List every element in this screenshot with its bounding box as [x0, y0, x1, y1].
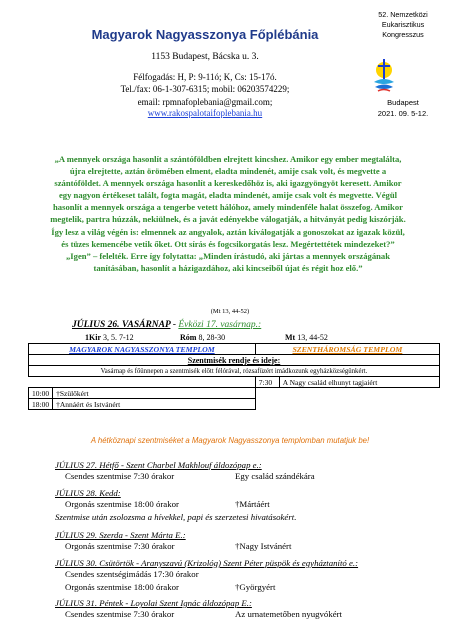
- list-item: [55, 499, 435, 511]
- trinity-mass-intention: A Nagy család elhunyt tagjaiért: [279, 377, 439, 388]
- congress-dates: 2021. 09. 5-12.: [377, 109, 429, 118]
- congress-logo-icon: [372, 56, 396, 94]
- mass-description: Orgonás szentmise 18:00 órakor: [65, 582, 179, 592]
- table-row: [29, 399, 440, 410]
- day-monday: [55, 460, 435, 483]
- day-heading: JÚLIUS 31. Péntek - Loyolai Szent Ignác áldozópap E.:: [55, 598, 252, 608]
- mass-order-title: Szentmisék rendje és ideje:: [29, 355, 440, 366]
- list-item: [55, 512, 435, 524]
- church-2-header: SZENTHÁROMSÁG TEMPLOM: [255, 344, 439, 355]
- mass-intention: †Mártáért: [235, 499, 270, 509]
- day-heading: JÚLIUS 29. Szerda - Szent Márta E.:: [55, 530, 186, 540]
- sunday-feast: Évközi 17. vasárnap.:: [178, 320, 262, 330]
- gospel-reference: (Mt 13, 44-52): [210, 308, 250, 315]
- congress-line-2: Eukarisztikus: [381, 20, 425, 29]
- mass-intention: Az urnatemetőben nyugvókért: [235, 609, 342, 619]
- empty-cell: [255, 399, 439, 410]
- reading-1-ref: 3, 5. 7-12: [101, 333, 134, 342]
- sunday-date: JÚLIUS 26. VASÁRNAP: [72, 320, 171, 330]
- mass-description: Orgonás szentmise 7:30 órakor: [65, 541, 175, 551]
- mass-description: Orgonás szentmise 18:00 órakor: [65, 499, 179, 509]
- weekday-masses-note: A hétköznapi szentmiséket a Magyarok Nagyasszonya templomban mutatjuk be!: [90, 436, 370, 445]
- day-thursday: [55, 558, 435, 594]
- table-row: [29, 366, 440, 377]
- table-header-row: [29, 344, 440, 355]
- day-heading: JÚLIUS 28. Kedd:: [55, 488, 121, 498]
- empty-cell: [255, 388, 439, 399]
- congress-line-3: Kongresszus: [382, 30, 424, 39]
- table-row: [29, 388, 440, 399]
- mass-intention: †Györgyért: [235, 582, 276, 592]
- extra-note: Szentmise után zsolozsma a hívekkel, papi és szerzetesi hivatásokért.: [55, 512, 297, 522]
- list-item: [55, 609, 435, 621]
- mass-description: Csendes szentmise 7:30 órakor: [65, 609, 175, 619]
- table-row: [29, 377, 440, 388]
- church-1-header: MAGYAROK NAGYASSZONYA TEMPLOM: [29, 344, 256, 355]
- congress-caption: [358, 10, 448, 40]
- day-heading: JÚLIUS 30. Csütörtök - Aranyszavú (Krizológ) Szent Péter püspök és egyháztanító e.:: [55, 558, 359, 568]
- bulletin-header: [0, 0, 453, 125]
- list-item: [55, 541, 435, 553]
- mass-description: Csendes szentmise 7:30 órakor: [65, 471, 175, 481]
- church-address: 1153 Budapest, Bácska u. 3.: [151, 52, 259, 62]
- congress-city: Budapest: [387, 98, 419, 107]
- mass-intention: †Szülőkért: [53, 388, 256, 399]
- mass-intention: Egy család szándékára: [235, 471, 315, 481]
- sunday-separator: -: [170, 320, 179, 330]
- reading-1-book: 1Kir: [85, 333, 101, 342]
- mass-description: Csendes szentségimádás 17:30 órakor: [65, 569, 199, 579]
- empty-cell: [29, 377, 256, 388]
- reading-2: [180, 333, 225, 342]
- reading-1: [85, 333, 134, 342]
- mass-intention: †Annáért és Istvánért: [53, 399, 256, 410]
- reading-2-book: Róm: [180, 333, 197, 342]
- reading-3-book: Mt: [285, 333, 296, 342]
- mass-intention: †Nagy Istvánért: [235, 541, 292, 551]
- church-title: Magyarok Nagyasszonya Főplébánia: [91, 27, 319, 42]
- rosary-notice: Vasárnap és főünnepen a szentmisék előtt félórával, rózsafüzért imádkozunk egyházközségünkért.: [29, 366, 440, 377]
- gospel-quote: „A mennyek országa hasonlít a szántóföldben elrejtett kincshez. Amikor egy ember megtalálta, újra elrejtette, aztán örömében elment, eladta mindenét, amije csak volt, és megvette a szántóföldet. A mennyek országa hasonlít a kereskedőhöz is, aki igazgyöngyöt keresett. Amikor egy nagyon értékeset talált, fogta magát, eladta mindenét, amije csak volt és megvette. Végül hasonlít a mennyek országa a tengerbe vetett hálóhoz, amely mindenféle halat összefog. Amikor megtelik, partra húzzák, nekiülnek, és a javát edényekbe válogatják, a hitványát pedig kiszórják. Így lesz a világ végén is: elmennek az angyalok, aztán kiválogatják a gonoszokat az igazak közül, és tüzes kemencébe vetik őket. Ott sírás és fogcsikorgatás lesz. Megértettétek mindezeket?” „Igen” – felelték. Erre így folytatta: „Minden írástudó, aki jártas a mennyek országának tanításában, hasonlít a házigazdához, aki kincseiből újat és régit hoz elő.”: [50, 154, 406, 273]
- day-heading: JÚLIUS 27. Hétfő - Szent Charbel Makhlouf áldozópap e.:: [55, 460, 262, 470]
- list-item: [55, 569, 435, 581]
- list-item: [55, 471, 435, 483]
- mass-schedule-table: [28, 343, 440, 410]
- day-friday: [55, 598, 435, 621]
- reading-2-ref: 8, 28-30: [196, 333, 226, 342]
- phone-numbers: Tel./fax: 06-1-307-6315; mobil: 06203574229;: [120, 84, 290, 94]
- reading-3: [285, 333, 328, 342]
- reading-3-ref: 13, 44-52: [295, 333, 328, 342]
- email-address: email: rpmnafoplebania@gmail.com;: [137, 97, 273, 107]
- website-link[interactable]: www.rakospalotaifoplebania.hu: [147, 108, 263, 118]
- mass-time: 18:00: [29, 399, 53, 410]
- sunday-heading: [72, 320, 261, 330]
- trinity-mass-time: 7:30: [255, 377, 279, 388]
- table-row: [29, 355, 440, 366]
- mass-time: 10:00: [29, 388, 53, 399]
- day-wednesday: [55, 530, 435, 553]
- day-tuesday: [55, 488, 435, 524]
- list-item: [55, 582, 435, 594]
- office-hours: Félfogadás: H, P: 9-11ó; K, Cs: 15-17ó.: [133, 72, 277, 82]
- congress-line-1: 52. Nemzetközi: [378, 10, 428, 19]
